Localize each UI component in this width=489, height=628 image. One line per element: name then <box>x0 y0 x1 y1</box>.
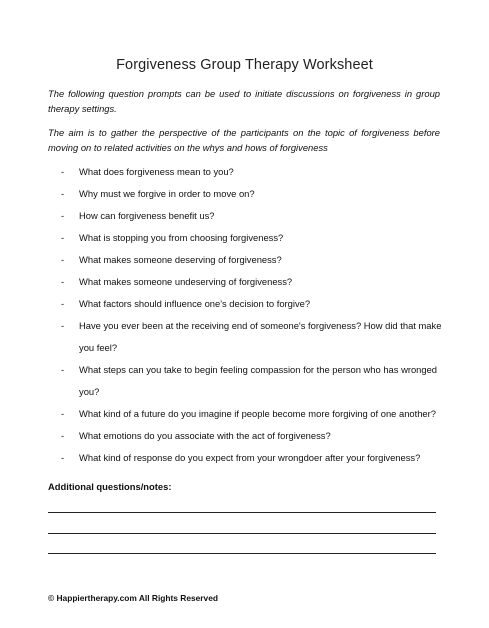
question-item <box>48 271 443 293</box>
question-text: What does forgiveness mean to you? <box>79 166 234 177</box>
question-item <box>48 359 443 403</box>
bullet-dash: - <box>61 276 65 287</box>
question-text: What kind of response do you expect from your wrongdoer after your forgiveness? <box>79 452 421 463</box>
question-item <box>48 227 443 249</box>
question-item <box>48 205 443 227</box>
bullet-dash: - <box>61 430 65 441</box>
question-text: What is stopping you from choosing forgiveness? <box>79 232 284 243</box>
question-item <box>48 293 443 315</box>
bullet-dash: - <box>61 232 65 243</box>
notes-line <box>48 533 436 534</box>
question-text: What makes someone undeserving of forgiveness? <box>79 276 293 287</box>
bullet-dash: - <box>61 320 65 331</box>
question-item <box>48 183 443 205</box>
additional-notes-label: Additional questions/notes: <box>48 481 172 492</box>
notes-line <box>48 512 436 513</box>
question-item <box>48 315 443 359</box>
question-text: What factors should influence one's decision to forgive? <box>79 298 311 309</box>
question-text: What kind of a future do you imagine if people become more forgiving of one another? <box>79 408 436 419</box>
copyright-footer: © Happiertherapy.com All Rights Reserved <box>48 593 218 603</box>
notes-line <box>48 553 436 554</box>
bullet-dash: - <box>61 166 65 177</box>
question-text: What steps can you take to begin feeling compassion for the person who has wronged you? <box>79 364 438 397</box>
bullet-dash: - <box>61 452 65 463</box>
question-item <box>48 403 443 425</box>
question-text: What emotions do you associate with the act of forgiveness? <box>79 430 331 441</box>
worksheet-title: Forgiveness Group Therapy Worksheet <box>116 57 373 73</box>
bullet-dash: - <box>61 210 65 221</box>
question-item <box>48 249 443 271</box>
aim-paragraph: The aim is to gather the perspective of the participants on the topic of forgiveness before moving on to related activities on the whys and hows of forgiveness <box>48 127 440 153</box>
intro-paragraph: The following question prompts can be used to initiate discussions on forgiveness in group therapy settings. <box>48 88 440 114</box>
question-item <box>48 447 443 469</box>
question-item <box>48 425 443 447</box>
bullet-dash: - <box>61 254 65 265</box>
question-item <box>48 161 443 183</box>
question-text: What makes someone deserving of forgiveness? <box>79 254 282 265</box>
bullet-dash: - <box>61 188 65 199</box>
question-text: How can forgiveness benefit us? <box>79 210 215 221</box>
question-text: Why must we forgive in order to move on? <box>79 188 255 199</box>
bullet-dash: - <box>61 408 65 419</box>
bullet-dash: - <box>61 298 65 309</box>
question-list <box>48 161 443 469</box>
bullet-dash: - <box>61 364 65 375</box>
question-text: Have you ever been at the receiving end of someone's forgiveness? How did that make you feel? <box>79 320 442 353</box>
